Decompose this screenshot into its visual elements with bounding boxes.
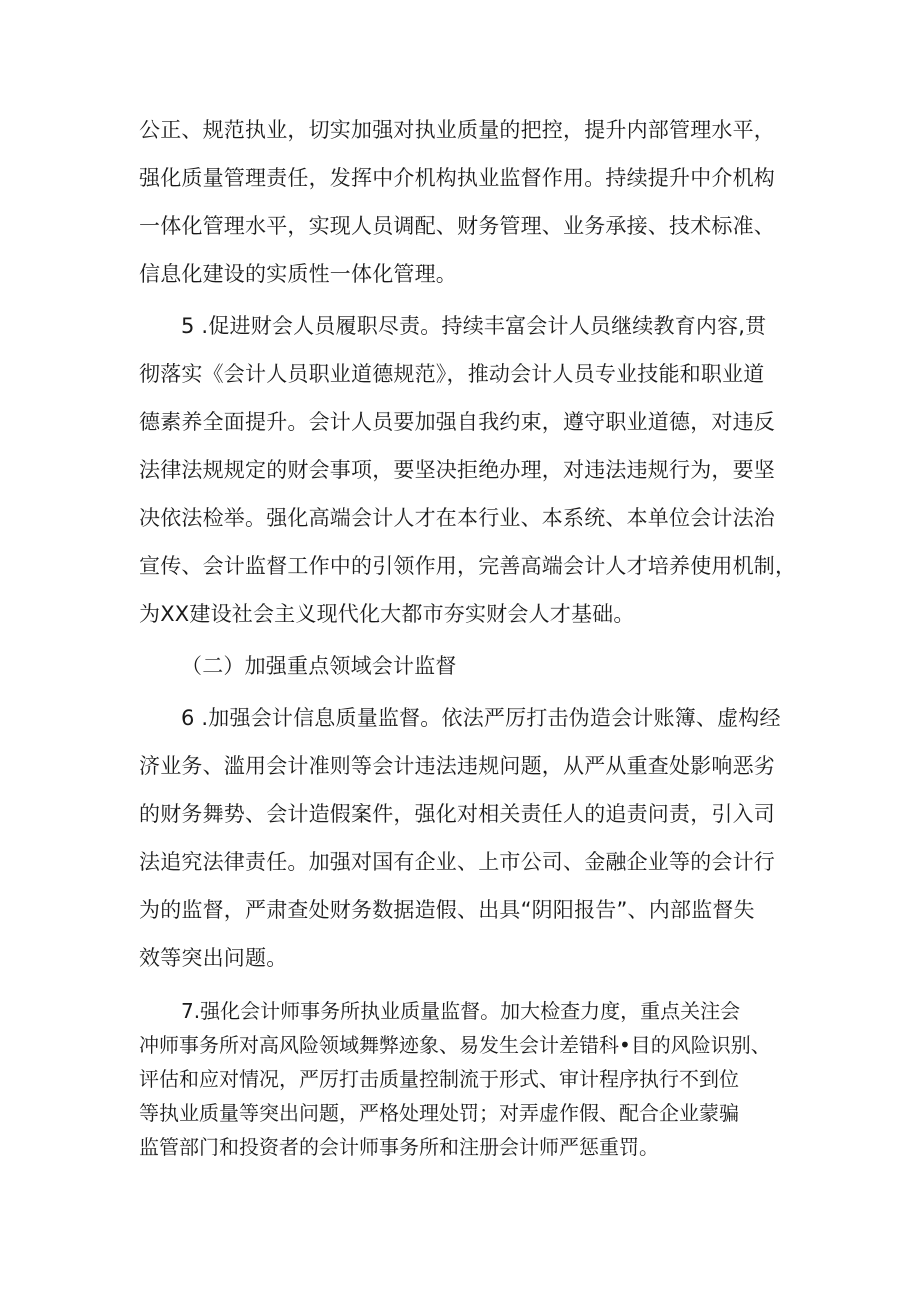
paragraph-5-line: 5 .促进财会人员履职尽责。持续丰富会计人员继续教育内容,贯 [181, 314, 767, 338]
paragraph-6-line: 法追究法律责任。加强对国有企业、上市公司、金融企业等的会计行 [139, 850, 775, 874]
paragraph-5-line: 为XX建设社会主义现代化大都市夯实财会人才基础。 [139, 602, 635, 626]
paragraph-5-line: 法律法规规定的财会事项，要坚决拒绝办理，对违法违规行为，要坚 [139, 458, 775, 482]
paragraph-7-line: 评估和应对情况，严厉打击质量控制流于形式、审计程序执行不到位 [139, 1067, 739, 1091]
paragraph-5-line: 决依法检举。强化高端会计人才在本行业、本系统、本单位会计法治 [139, 506, 775, 530]
paragraph-6-line: 为的监督，严肃查处财务数据造假、出具“阴阳报告”、内部监督失 [139, 898, 755, 922]
paragraph-5-line: 德素养全面提升。会计人员要加强自我约束，遵守职业道德，对违反 [139, 410, 775, 434]
paragraph-intro-line: 强化质量管理责任，发挥中介机构执业监督作用。持续提升中介机构 [139, 166, 775, 190]
paragraph-7-line: 监管部门和投资者的会计师事务所和注册会计师严惩重罚。 [139, 1135, 659, 1159]
paragraph-5-line: 宣传、会计监督工作中的引领作用，完善高端会计人才培养使用机制， [139, 554, 797, 578]
paragraph-6-line: 济业务、滥用会计准则等会计违法违规问题，从严从重查处影响恶劣 [139, 754, 775, 778]
paragraph-6-line: 的财务舞势、会计造假案件，强化对相关责任人的追责问责，引入司 [139, 802, 775, 826]
paragraph-7-line: 等执业质量等突出问题，严格处理处罚；对弄虚作假、配合企业蒙骗 [139, 1101, 739, 1125]
paragraph-7-line: 7.强化会计师事务所执业质量监督。加大检查力度，重点关注会 [181, 999, 741, 1023]
paragraph-5-line: 彻落实《会计人员职业道德规范》，推动会计人员专业技能和职业道 [139, 362, 765, 386]
paragraph-intro-line: 公正、规范执业，切实加强对执业质量的把控，提升内部管理水平， [139, 118, 775, 142]
paragraph-intro-line: 信息化建设的实质性一体化管理。 [139, 262, 457, 286]
paragraph-intro-line: 一体化管理水平，实现人员调配、财务管理、业务承接、技术标准、 [139, 214, 775, 238]
paragraph-7-line: 冲师事务所对高风险领域舞弊迹象、易发生会计差错科•目的风险识别、 [139, 1033, 771, 1057]
paragraph-6-line: 效等突出问题。 [139, 946, 288, 970]
section-heading: （二）加强重点领域会计监督 [181, 654, 457, 678]
paragraph-6-line: 6 .加强会计信息质量监督。依法严厉打击伪造会计账簿、虚构经 [181, 706, 781, 730]
